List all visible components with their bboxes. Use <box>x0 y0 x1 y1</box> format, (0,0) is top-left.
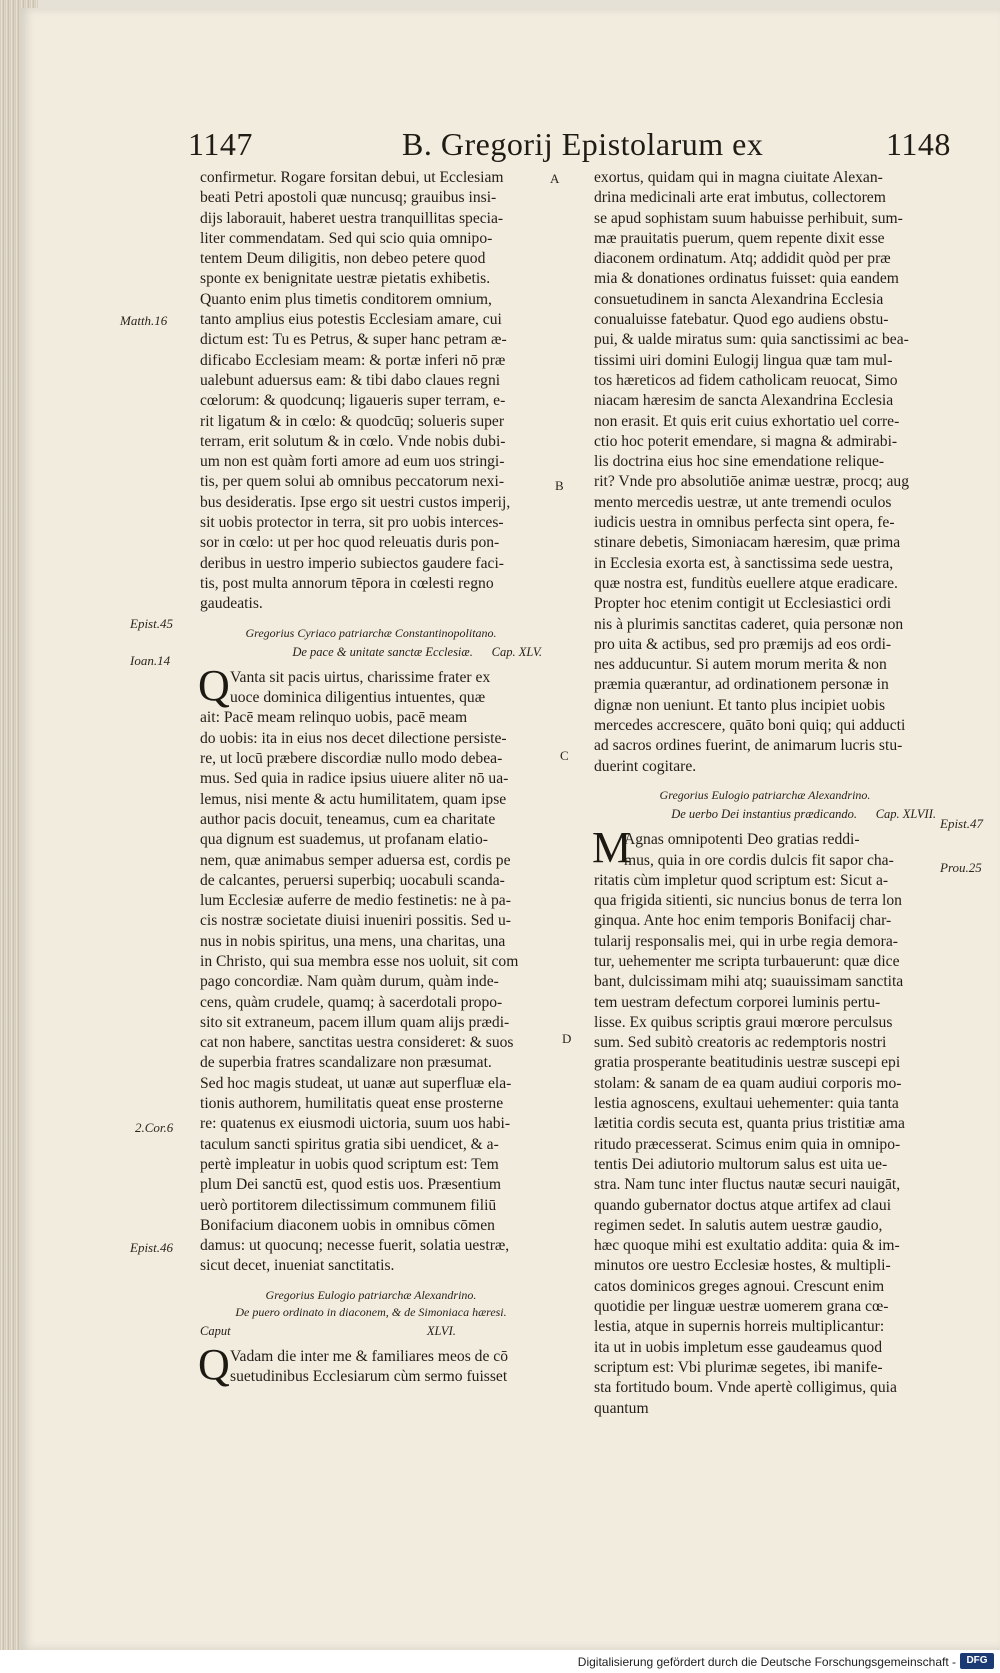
epistle-47-text <box>592 823 936 1419</box>
text-line: mia & donationes ordinatus fuisset: quia eandem <box>594 270 899 288</box>
text-line: minutos ore uestro Ecclesiæ hostes, & multipli- <box>594 1257 891 1275</box>
text-line: tis, per quem solui ab omnibus peccatorum nexi- <box>200 473 505 491</box>
text-line: stra. Nam tunc inter fluctus nautæ securi nauigāt, <box>594 1176 901 1194</box>
epistle-45-addressee: Gregorius Cyriaco patriarchæ Constantinopolitano. <box>245 625 497 640</box>
text-line: sum. Sed subitò creatoris ac redemptoris nostri <box>594 1034 887 1052</box>
text-line: mento mercedis uestræ, ut ante tremendi oculos <box>594 493 892 511</box>
text-line: author pacis docuit, teneamus, cum ea charitate <box>200 810 496 828</box>
text-line: sit uobis protector in terra, sit pro uobis interces- <box>200 514 504 532</box>
text-line: bus desideratis. Ipse ergo sit uestri custos imperij, <box>200 493 511 511</box>
text-line: pui, & ualde miratus sum: quia sanctissimi ac bea- <box>594 331 909 349</box>
text-line: ad sacros ordines fuerint, de animarum lucris stu- <box>594 737 903 755</box>
text-line: uerò portitorem dilectissimum communem filiū <box>200 1196 497 1214</box>
margin-note-ioan-14: Ioan.14 <box>130 653 171 668</box>
epistle-47-subject-row <box>594 804 936 824</box>
text-line: exortus, quidam qui in magna ciuitate Alexan- <box>594 169 883 186</box>
text-line: tis, post multa annorum tēpora in cœlesti regno <box>200 574 494 592</box>
epistle-45-subject: De pace & unitate sanctæ Ecclesiæ. <box>292 644 473 659</box>
text-line: pro uita & actibus, sed pro præmijs ad eos ordi- <box>594 635 892 653</box>
text-line: lestia agnoscens, exultaui uehementer: quia tanta <box>594 1095 899 1113</box>
text-line: sor in cœlo: ut per hoc quod releuatis duris pon- <box>200 534 500 552</box>
text-line: nem, quæ animabus semper aduersa est, cordis pe <box>200 851 511 869</box>
right-intro-text <box>594 168 936 777</box>
text-line: um non est quàm forti amore ad eum uos stringi- <box>200 453 505 471</box>
book-page <box>20 8 1000 1650</box>
text-line: scriptum est: Vbi plurimæ segetes, ibi manife- <box>594 1358 883 1376</box>
text-line: lemus, nisi mente & actu humilitatem, quam ipse <box>200 790 507 808</box>
text-line: in Ecclesia exorta est, à sanctissima sede uestra, <box>594 554 894 572</box>
text-line: rit ligatum & in cœlo: & quodcūq; solueris super <box>200 412 505 430</box>
text-line: tionis authorem, humilitatis queat ense prosterne <box>200 1095 504 1113</box>
epistle-46-chapter-label: Caput <box>200 1323 231 1338</box>
digitization-footer <box>0 1650 1000 1673</box>
text-line: præmia quærantur, ad ordinationem personæ in <box>594 676 889 694</box>
text-line: re: quatenus ex eiusmodi uictoria, suum uos habi- <box>200 1115 511 1133</box>
text-line: dificabo Ecclesiam meam: & portæ inferi nō præ <box>200 351 506 369</box>
text-line: ait: Pacē meam relinquo uobis, pacē meam <box>200 709 468 727</box>
text-line: pago concordiæ. Nam quàm durum, quàm inde- <box>200 973 499 991</box>
text-line: tos hæreticos ad fidem catholicam reuocat, Simo <box>594 371 898 389</box>
epistle-45-text <box>198 660 542 1277</box>
text-line: liter commendatam. Sed qui scio quia omnipo- <box>200 229 493 247</box>
text-line: tentem Deum diligitis, non debeo petere quod <box>200 250 486 268</box>
margin-note-matth-16: Matth.16 <box>120 313 168 328</box>
text-line: de superbia fratres scandalizare non præsumat. <box>200 1054 492 1072</box>
text-line: taculum sancti spiritus gratia sibi uendicet, & a- <box>200 1135 499 1153</box>
text-line: stinare debetis, Simoniacam hæresim, quæ prima <box>594 534 901 552</box>
text-line: beati Petri apostoli quæ nuncusq; grauibus insi- <box>200 189 497 207</box>
text-line: suetudinibus Ecclesiarum cùm sermo fuisset <box>230 1368 508 1386</box>
footer-credit: Digitalisierung gefördert durch die Deutsche Forschungsgemeinschaft - <box>577 1655 956 1669</box>
epistle-46-chapter: XLVI. <box>426 1323 456 1338</box>
epistle-47-chapter: Cap. XLVII. <box>875 806 936 821</box>
margin-note-prou-25: Prou.25 <box>940 860 982 875</box>
text-line: tentis Dei adiutorio multorum salus est uita ue- <box>594 1155 888 1173</box>
text-line: dictum est: Tu es Petrus, & super hanc petram æ- <box>200 331 507 349</box>
text-line: tur, uehementer me scripta turbauerunt: quæ dice <box>594 952 900 970</box>
epistle-47-subject: De uerbo Dei instantius prædicando. <box>671 806 857 821</box>
text-line: catos dominicos greges agnoui. Crescunt enim <box>594 1277 885 1295</box>
text-line: sponte ex benignitate uestræ pietatis exhibetis. <box>200 270 491 288</box>
text-line: tularij responsalis mei, qui in urbe regia demora- <box>594 932 898 950</box>
text-line: pertè impleatur in uobis quod scriptum est: Tem <box>200 1155 499 1173</box>
text-line: lum Ecclesiæ auferre de medio festinetis: ne à pa- <box>200 892 511 910</box>
epistle-46-text <box>198 1340 542 1390</box>
text-line: terram, erit solutum & in cœlo. Vnde nobis dubi- <box>200 432 506 450</box>
left-intro-text <box>200 168 542 615</box>
epistle-46-chapter-row <box>200 1321 542 1341</box>
text-line: niacam hæresim de sancta Alexandrina Ecclesia <box>594 392 894 410</box>
text-line: sicut decet, inueniat sanctitatis. <box>200 1257 395 1275</box>
epistle-45-body <box>198 660 542 1277</box>
epistle-46-subject: De puero ordinato in diaconem, & de Simoniaca hæresi. <box>235 1304 507 1319</box>
section-letter-c: C <box>560 748 569 763</box>
text-line: plum Dei sanctū est, quod estis uos. Præsentium <box>200 1176 502 1194</box>
text-line: gaudeatis. <box>200 595 263 613</box>
epistle-45-drop-capital: Q <box>198 660 230 710</box>
epistle-46-addressee: Gregorius Eulogio patriarchæ Alexandrino. <box>265 1287 477 1302</box>
text-line: mus, quia in ore cordis dulcis fit sapor cha- <box>624 851 894 869</box>
text-line: nus in nobis spiritus, una mens, una charitas, una <box>200 932 506 950</box>
text-line: diaconem ordinatum. Atq; addidit quòd per præ <box>594 250 891 268</box>
dfg-logo: DFG <box>960 1653 994 1669</box>
running-title: B. Gregorij Epistolarum ex <box>402 126 764 162</box>
text-line: duerint cogitare. <box>594 757 697 775</box>
text-line: Agnas omnipotenti Deo gratias reddi- <box>624 831 860 849</box>
text-line: ita ut in uobis impletum esse gaudeamus quod <box>594 1338 883 1356</box>
text-line: drina medicinali arte erat imbutus, collectorem <box>594 189 886 207</box>
text-line: ctio hoc poterit emendare, si magna & admirabi- <box>594 432 898 450</box>
text-line: quantum <box>594 1399 649 1417</box>
text-line: non erasit. Et quis erit cuius exhortatio uel corre- <box>594 412 900 430</box>
left-page-number: 1147 <box>188 126 253 162</box>
section-letter-a: A <box>550 171 560 186</box>
text-line: confirmetur. Rogare forsitan debui, ut Ecclesiam <box>200 169 504 186</box>
text-line: nes adducuntur. Si autem morum merita & non <box>594 656 887 674</box>
text-line: deribus in uestro imperio subiectos gaudere faci- <box>200 554 504 572</box>
right-text-column <box>594 168 936 1419</box>
text-line: tissimi uiri domini Eulogij lingua quæ tam mul- <box>594 351 893 369</box>
text-line: bant, dulcissimam mihi atq; suauissimam sanctita <box>594 973 904 991</box>
margin-note-epist-47: Epist.47 <box>940 816 983 831</box>
text-line: quando gubernator doctus atque artifex ad claui <box>594 1196 892 1214</box>
section-letter-d: D <box>562 1031 572 1046</box>
text-line: mercedes accrescere, quāto boni quiq; qui adducti <box>594 717 906 735</box>
text-line: Sed hoc magis studeat, ut uanæ aut superfluæ ela- <box>200 1074 512 1092</box>
text-line: Propter hoc etenim contigit ut Ecclesiastici ordi <box>594 595 892 613</box>
text-line: lestia, atque in supernis horreis multiplicantur: <box>594 1318 885 1336</box>
text-line: ritatis cùm impletur quod scriptum est: Sicut a- <box>594 871 889 889</box>
text-line: cens, quàm crudele, quamq; à sacerdotali propo- <box>200 993 503 1011</box>
epistle-46-drop-capital: Q <box>198 1340 230 1390</box>
text-line: qua frigida sitienti, sic nuncius bonus de terra lon <box>594 892 902 910</box>
text-line: re, ut locū præbere discordiæ nullo modo debea- <box>200 750 503 768</box>
text-line: stolam: & sanam de ea quam audiui corporis mo- <box>594 1074 902 1092</box>
text-line: hæc quoque mihi est exultatio addita: quia & im- <box>594 1237 900 1255</box>
text-line: lisse. Ex quibus scriptis graui mœrore perculsus <box>594 1013 893 1031</box>
epistle-46-body <box>198 1340 542 1390</box>
margin-note-epist-46: Epist.46 <box>130 1240 173 1255</box>
text-line: dignæ non ueniunt. Et tanto plus incipiet uobis <box>594 696 886 714</box>
left-text-column <box>200 168 542 1388</box>
text-line: se apud sophistam suum habuisse perhibuit, sum- <box>594 209 903 227</box>
text-line: regimen sedet. In salutis autem uestræ gaudio, <box>594 1216 883 1234</box>
text-line: tanto amplius eius potestis Ecclesiam amare, cui <box>200 311 502 329</box>
text-line: do uobis: ita in eius nos decet dilectione persiste- <box>200 729 507 747</box>
text-line: cis nostræ societate diuisi inueniri possitis. Sed u- <box>200 912 511 930</box>
text-line: quæ nostra est, funditùs euellere atque eradicare. <box>594 574 898 592</box>
text-line: damus: ut quocunq; necesse fuerit, solatia uestræ, <box>200 1237 510 1255</box>
section-letter-b: B <box>555 478 564 493</box>
text-line: conualuisse fatebatur. Quod ego audiens obstu- <box>594 311 889 329</box>
text-line: Quanto enim plus timetis conditorem omnium, <box>200 290 492 308</box>
epistle-47-addressee: Gregorius Eulogio patriarchæ Alexandrino. <box>659 787 871 802</box>
epistle-47-body <box>592 823 936 1419</box>
epistle-45-chapter: Cap. XLV. <box>491 644 542 659</box>
text-line: iudicis uestra in omnibus perfecta sint opera, fe- <box>594 514 895 532</box>
epistle-45-subject-row <box>200 642 542 662</box>
text-line: nis à plurimis sanctitas caderet, quia personæ non <box>594 615 904 633</box>
text-line: mus. Sed quia in radice ipsius uiuere aliter nō ua- <box>200 770 509 788</box>
margin-note-epist-45: Epist.45 <box>130 616 173 631</box>
text-line: lætitia cordis secuta est, quanta prius tristitiæ ama <box>594 1115 905 1133</box>
text-line: ritudo præcesserat. Scimus enim quia in omnipo- <box>594 1135 901 1153</box>
text-line: cat non habere, sanctitas uestra consideret: & suos <box>200 1034 514 1052</box>
text-line: Bonifacium diaconem uobis in omnibus cōmen <box>200 1216 495 1234</box>
text-line: ualebunt aduersus eam: & tibi dabo claues regni <box>200 371 501 389</box>
text-line: rit? Vnde pro absolutiōe animæ uestræ, procq; aug <box>594 473 909 491</box>
text-line: qua dignum est suademus, ut profanam elatio- <box>200 831 488 849</box>
text-line: uoce dominica diligentius intuentes, quæ <box>230 689 486 707</box>
text-line: ginqua. Ante hoc enim temporis Bonifacij char- <box>594 912 892 930</box>
text-line: de calcantes, peruersi superbiq; uocabuli scanda- <box>200 871 505 889</box>
text-line: mæ prauitatis puerum, quem repente dixit esse <box>594 229 885 247</box>
margin-note-2-cor-6: 2.Cor.6 <box>135 1120 174 1135</box>
text-line: in Christo, qui sua membra esse nos uoluit, sit com <box>200 952 519 970</box>
text-line: Vanta sit pacis uirtus, charissime frater ex <box>230 668 491 686</box>
text-line: sito sit extraneum, pacem illum quam alijs prædi- <box>200 1013 510 1031</box>
text-line: consuetudinem in sancta Alexandrina Ecclesia <box>594 290 884 308</box>
text-line: quotidie per linguæ uestræ uomerem grana cœ- <box>594 1298 889 1316</box>
text-line: dijs laborauit, haberet uestra tranquillitas specia- <box>200 209 504 227</box>
text-line: lis doctrina eius hoc sine emendatione relique- <box>594 453 885 471</box>
text-line: gratia prosperante beatitudinis uestræ suscepi epi <box>594 1054 901 1072</box>
text-line: tem uestram defectum corporei luminis pertu- <box>594 993 881 1011</box>
epistle-47-drop-capital: M <box>592 823 632 873</box>
text-line: cœlorum: & quodcunq; ligaueris super terram, e- <box>200 392 506 410</box>
text-line: sta fortitudo boum. Vnde apertè colligimus, quia <box>594 1379 897 1397</box>
text-line: Vadam die inter me & familiares meos de cō <box>230 1348 508 1366</box>
right-page-number: 1148 <box>886 126 951 162</box>
